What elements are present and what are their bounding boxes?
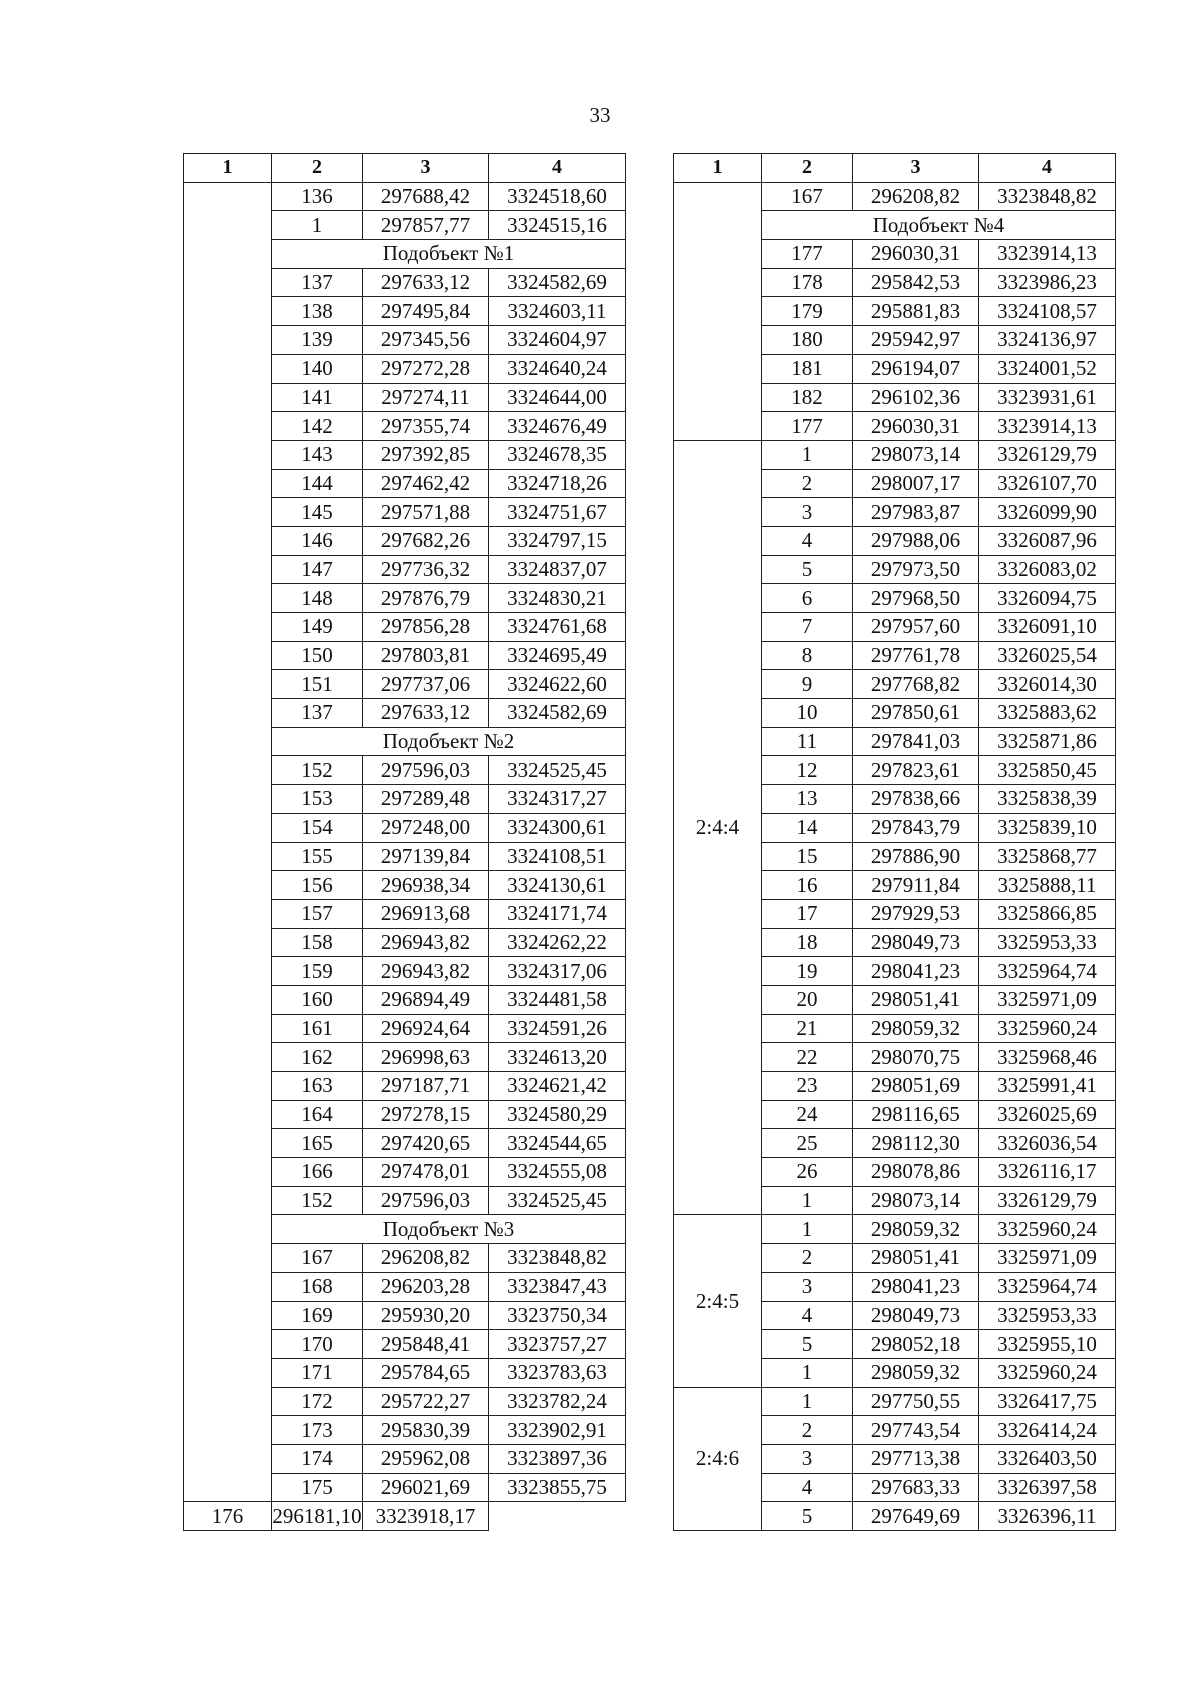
y-coordinate-cell: 3326087,96 bbox=[979, 526, 1116, 555]
y-coordinate-cell: 3324622,60 bbox=[489, 670, 626, 699]
x-coordinate-cell: 298112,30 bbox=[853, 1129, 979, 1158]
point-number-cell: 24 bbox=[762, 1100, 853, 1129]
y-coordinate-cell: 3324582,69 bbox=[489, 268, 626, 297]
x-coordinate-cell: 297737,06 bbox=[363, 670, 489, 699]
point-number-cell: 4 bbox=[762, 1473, 853, 1502]
point-number-cell: 169 bbox=[272, 1301, 363, 1330]
x-coordinate-cell: 298059,32 bbox=[853, 1358, 979, 1387]
point-number-cell: 1 bbox=[762, 1358, 853, 1387]
column-header: 4 bbox=[489, 154, 626, 183]
x-coordinate-cell: 297750,55 bbox=[853, 1387, 979, 1416]
y-coordinate-cell: 3324640,24 bbox=[489, 354, 626, 383]
x-coordinate-cell: 297973,50 bbox=[853, 555, 979, 584]
point-number-cell: 157 bbox=[272, 899, 363, 928]
y-coordinate-cell: 3324481,58 bbox=[489, 985, 626, 1014]
point-number-cell: 168 bbox=[272, 1272, 363, 1301]
point-number-cell: 181 bbox=[762, 354, 853, 383]
point-number-cell: 156 bbox=[272, 871, 363, 900]
x-coordinate-cell: 297841,03 bbox=[853, 727, 979, 756]
y-coordinate-cell: 3324544,65 bbox=[489, 1129, 626, 1158]
x-coordinate-cell: 298078,86 bbox=[853, 1158, 979, 1187]
x-coordinate-cell: 297983,87 bbox=[853, 498, 979, 527]
column-header: 2 bbox=[762, 154, 853, 183]
x-coordinate-cell: 295930,20 bbox=[363, 1301, 489, 1330]
point-number-cell: 180 bbox=[762, 326, 853, 355]
y-coordinate-cell: 3326094,75 bbox=[979, 584, 1116, 613]
point-number-cell: 172 bbox=[272, 1387, 363, 1416]
object-number-cell bbox=[184, 182, 272, 1502]
x-coordinate-cell: 296030,31 bbox=[853, 240, 979, 269]
y-coordinate-cell: 3323931,61 bbox=[979, 383, 1116, 412]
point-number-cell: 174 bbox=[272, 1444, 363, 1473]
y-coordinate-cell: 3324555,08 bbox=[489, 1158, 626, 1187]
x-coordinate-cell: 297139,84 bbox=[363, 842, 489, 871]
y-coordinate-cell: 3324695,49 bbox=[489, 641, 626, 670]
point-number-cell: 7 bbox=[762, 613, 853, 642]
y-coordinate-cell: 3326396,11 bbox=[979, 1502, 1116, 1531]
point-number-cell: 3 bbox=[762, 1444, 853, 1473]
y-coordinate-cell: 3325838,39 bbox=[979, 785, 1116, 814]
point-number-cell: 137 bbox=[272, 699, 363, 728]
point-number-cell: 154 bbox=[272, 813, 363, 842]
x-coordinate-cell: 297392,85 bbox=[363, 440, 489, 469]
x-coordinate-cell: 297683,33 bbox=[853, 1473, 979, 1502]
y-coordinate-cell: 3324644,00 bbox=[489, 383, 626, 412]
y-coordinate-cell: 3324613,20 bbox=[489, 1043, 626, 1072]
x-coordinate-cell: 297957,60 bbox=[853, 613, 979, 642]
x-coordinate-cell: 295784,65 bbox=[363, 1358, 489, 1387]
point-number-cell: 5 bbox=[762, 555, 853, 584]
x-coordinate-cell: 297633,12 bbox=[363, 699, 489, 728]
object-number-cell: 2:4:4 bbox=[674, 440, 762, 1215]
point-number-cell: 147 bbox=[272, 555, 363, 584]
y-coordinate-cell: 3324676,49 bbox=[489, 412, 626, 441]
table-row bbox=[184, 182, 626, 211]
y-coordinate-cell: 3326025,69 bbox=[979, 1100, 1116, 1129]
point-number-cell: 5 bbox=[762, 1330, 853, 1359]
point-number-cell: 179 bbox=[762, 297, 853, 326]
y-coordinate-cell: 3325953,33 bbox=[979, 928, 1116, 957]
header-row bbox=[184, 154, 626, 183]
y-coordinate-cell: 3324830,21 bbox=[489, 584, 626, 613]
point-number-cell: 152 bbox=[272, 1186, 363, 1215]
point-number-cell: 25 bbox=[762, 1129, 853, 1158]
y-coordinate-cell: 3324108,57 bbox=[979, 297, 1116, 326]
page-number: 33 bbox=[589, 103, 611, 127]
point-number-cell: 14 bbox=[762, 813, 853, 842]
header-row bbox=[674, 154, 1116, 183]
subobject-title: Подобъект №4 bbox=[762, 211, 1116, 240]
point-number-cell: 149 bbox=[272, 613, 363, 642]
y-coordinate-cell: 3325971,09 bbox=[979, 985, 1116, 1014]
x-coordinate-cell: 297187,71 bbox=[363, 1072, 489, 1101]
y-coordinate-cell: 3324300,61 bbox=[489, 813, 626, 842]
subobject-title: Подобъект №1 bbox=[272, 240, 626, 269]
point-number-cell: 3 bbox=[762, 498, 853, 527]
y-coordinate-cell: 3324136,97 bbox=[979, 326, 1116, 355]
y-coordinate-cell: 3323897,36 bbox=[489, 1444, 626, 1473]
y-coordinate-cell: 3325883,62 bbox=[979, 699, 1116, 728]
point-number-cell: 170 bbox=[272, 1330, 363, 1359]
y-coordinate-cell: 3324317,06 bbox=[489, 957, 626, 986]
point-number-cell: 155 bbox=[272, 842, 363, 871]
point-number-cell: 15 bbox=[762, 842, 853, 871]
x-coordinate-cell: 297988,06 bbox=[853, 526, 979, 555]
y-coordinate-cell: 3326403,50 bbox=[979, 1444, 1116, 1473]
y-coordinate-cell: 3323783,63 bbox=[489, 1358, 626, 1387]
point-number-cell: 151 bbox=[272, 670, 363, 699]
point-number-cell: 1 bbox=[762, 1215, 853, 1244]
x-coordinate-cell: 297743,54 bbox=[853, 1416, 979, 1445]
y-coordinate-cell: 3323914,13 bbox=[979, 240, 1116, 269]
x-coordinate-cell: 297289,48 bbox=[363, 785, 489, 814]
point-number-cell: 162 bbox=[272, 1043, 363, 1072]
y-coordinate-cell: 3323782,24 bbox=[489, 1387, 626, 1416]
point-number-cell: 6 bbox=[762, 584, 853, 613]
column-header: 3 bbox=[853, 154, 979, 183]
y-coordinate-cell: 3323757,27 bbox=[489, 1330, 626, 1359]
point-number-cell: 18 bbox=[762, 928, 853, 957]
x-coordinate-cell: 295962,08 bbox=[363, 1444, 489, 1473]
point-number-cell: 143 bbox=[272, 440, 363, 469]
object-number-cell: 2:4:5 bbox=[674, 1215, 762, 1387]
y-coordinate-cell: 3326083,02 bbox=[979, 555, 1116, 584]
x-coordinate-cell: 297272,28 bbox=[363, 354, 489, 383]
subobject-title: Подобъект №3 bbox=[272, 1215, 626, 1244]
point-number-cell: 1 bbox=[762, 440, 853, 469]
point-number-cell: 163 bbox=[272, 1072, 363, 1101]
x-coordinate-cell: 297843,79 bbox=[853, 813, 979, 842]
x-coordinate-cell: 297462,42 bbox=[363, 469, 489, 498]
point-number-cell: 177 bbox=[762, 240, 853, 269]
column-header: 1 bbox=[184, 154, 272, 183]
y-coordinate-cell: 3326107,70 bbox=[979, 469, 1116, 498]
y-coordinate-cell: 3325968,46 bbox=[979, 1043, 1116, 1072]
y-coordinate-cell: 3325953,33 bbox=[979, 1301, 1116, 1330]
column-header: 3 bbox=[363, 154, 489, 183]
point-number-cell: 161 bbox=[272, 1014, 363, 1043]
x-coordinate-cell: 298059,32 bbox=[853, 1215, 979, 1244]
x-coordinate-cell: 297478,01 bbox=[363, 1158, 489, 1187]
y-coordinate-cell: 3323750,34 bbox=[489, 1301, 626, 1330]
x-coordinate-cell: 297876,79 bbox=[363, 584, 489, 613]
x-coordinate-cell: 296924,64 bbox=[363, 1014, 489, 1043]
x-coordinate-cell: 298049,73 bbox=[853, 928, 979, 957]
x-coordinate-cell: 297761,78 bbox=[853, 641, 979, 670]
point-number-cell: 166 bbox=[272, 1158, 363, 1187]
point-number-cell: 4 bbox=[762, 526, 853, 555]
y-coordinate-cell: 3324718,26 bbox=[489, 469, 626, 498]
point-number-cell: 152 bbox=[272, 756, 363, 785]
point-number-cell: 8 bbox=[762, 641, 853, 670]
x-coordinate-cell: 296021,69 bbox=[363, 1473, 489, 1502]
y-coordinate-cell: 3325866,85 bbox=[979, 899, 1116, 928]
x-coordinate-cell: 296943,82 bbox=[363, 928, 489, 957]
point-number-cell: 1 bbox=[272, 211, 363, 240]
y-coordinate-cell: 3323918,17 bbox=[363, 1502, 489, 1531]
point-number-cell: 139 bbox=[272, 326, 363, 355]
y-coordinate-cell: 3326397,58 bbox=[979, 1473, 1116, 1502]
x-coordinate-cell: 296194,07 bbox=[853, 354, 979, 383]
subobject-title: Подобъект №2 bbox=[272, 727, 626, 756]
y-coordinate-cell: 3324678,35 bbox=[489, 440, 626, 469]
point-number-cell: 173 bbox=[272, 1416, 363, 1445]
point-number-cell: 9 bbox=[762, 670, 853, 699]
y-coordinate-cell: 3325991,41 bbox=[979, 1072, 1116, 1101]
y-coordinate-cell: 3324525,45 bbox=[489, 756, 626, 785]
y-coordinate-cell: 3324751,67 bbox=[489, 498, 626, 527]
y-coordinate-cell: 3323848,82 bbox=[489, 1244, 626, 1273]
point-number-cell: 160 bbox=[272, 985, 363, 1014]
y-coordinate-cell: 3324604,97 bbox=[489, 326, 626, 355]
point-number-cell: 17 bbox=[762, 899, 853, 928]
y-coordinate-cell: 3324837,07 bbox=[489, 555, 626, 584]
x-coordinate-cell: 296181,10 bbox=[272, 1502, 363, 1531]
x-coordinate-cell: 297823,61 bbox=[853, 756, 979, 785]
x-coordinate-cell: 297929,53 bbox=[853, 899, 979, 928]
x-coordinate-cell: 295722,27 bbox=[363, 1387, 489, 1416]
point-number-cell: 159 bbox=[272, 957, 363, 986]
y-coordinate-cell: 3324518,60 bbox=[489, 182, 626, 211]
y-coordinate-cell: 3325888,11 bbox=[979, 871, 1116, 900]
point-number-cell: 13 bbox=[762, 785, 853, 814]
x-coordinate-cell: 297682,26 bbox=[363, 526, 489, 555]
point-number-cell: 10 bbox=[762, 699, 853, 728]
y-coordinate-cell: 3325850,45 bbox=[979, 756, 1116, 785]
point-number-cell: 177 bbox=[762, 412, 853, 441]
point-number-cell: 138 bbox=[272, 297, 363, 326]
y-coordinate-cell: 3324582,69 bbox=[489, 699, 626, 728]
point-number-cell: 3 bbox=[762, 1272, 853, 1301]
point-number-cell: 4 bbox=[762, 1301, 853, 1330]
y-coordinate-cell: 3325868,77 bbox=[979, 842, 1116, 871]
point-number-cell: 20 bbox=[762, 985, 853, 1014]
point-number-cell: 164 bbox=[272, 1100, 363, 1129]
y-coordinate-cell: 3325839,10 bbox=[979, 813, 1116, 842]
point-number-cell: 175 bbox=[272, 1473, 363, 1502]
point-number-cell: 150 bbox=[272, 641, 363, 670]
x-coordinate-cell: 298073,14 bbox=[853, 440, 979, 469]
point-number-cell: 21 bbox=[762, 1014, 853, 1043]
y-coordinate-cell: 3323902,91 bbox=[489, 1416, 626, 1445]
point-number-cell: 148 bbox=[272, 584, 363, 613]
column-header: 4 bbox=[979, 154, 1116, 183]
y-coordinate-cell: 3326129,79 bbox=[979, 1186, 1116, 1215]
point-number-cell: 140 bbox=[272, 354, 363, 383]
y-coordinate-cell: 3326414,24 bbox=[979, 1416, 1116, 1445]
y-coordinate-cell: 3324515,16 bbox=[489, 211, 626, 240]
object-number-cell bbox=[674, 182, 762, 440]
y-coordinate-cell: 3324525,45 bbox=[489, 1186, 626, 1215]
x-coordinate-cell: 295830,39 bbox=[363, 1416, 489, 1445]
x-coordinate-cell: 297633,12 bbox=[363, 268, 489, 297]
x-coordinate-cell: 298041,23 bbox=[853, 1272, 979, 1301]
y-coordinate-cell: 3325960,24 bbox=[979, 1014, 1116, 1043]
y-coordinate-cell: 3325971,09 bbox=[979, 1244, 1116, 1273]
x-coordinate-cell: 298052,18 bbox=[853, 1330, 979, 1359]
point-number-cell: 1 bbox=[762, 1387, 853, 1416]
x-coordinate-cell: 295848,41 bbox=[363, 1330, 489, 1359]
x-coordinate-cell: 296998,63 bbox=[363, 1043, 489, 1072]
x-coordinate-cell: 297278,15 bbox=[363, 1100, 489, 1129]
x-coordinate-cell: 298007,17 bbox=[853, 469, 979, 498]
x-coordinate-cell: 297857,77 bbox=[363, 211, 489, 240]
x-coordinate-cell: 296938,34 bbox=[363, 871, 489, 900]
x-coordinate-cell: 296203,28 bbox=[363, 1272, 489, 1301]
x-coordinate-cell: 297736,32 bbox=[363, 555, 489, 584]
y-coordinate-cell: 3324603,11 bbox=[489, 297, 626, 326]
column-header: 1 bbox=[674, 154, 762, 183]
x-coordinate-cell: 295942,97 bbox=[853, 326, 979, 355]
x-coordinate-cell: 297768,82 bbox=[853, 670, 979, 699]
point-number-cell: 145 bbox=[272, 498, 363, 527]
point-number-cell: 2 bbox=[762, 1416, 853, 1445]
x-coordinate-cell: 297803,81 bbox=[363, 641, 489, 670]
point-number-cell: 178 bbox=[762, 268, 853, 297]
x-coordinate-cell: 298073,14 bbox=[853, 1186, 979, 1215]
point-number-cell: 12 bbox=[762, 756, 853, 785]
column-header: 2 bbox=[272, 154, 363, 183]
y-coordinate-cell: 3324580,29 bbox=[489, 1100, 626, 1129]
y-coordinate-cell: 3323855,75 bbox=[489, 1473, 626, 1502]
x-coordinate-cell: 297968,50 bbox=[853, 584, 979, 613]
point-number-cell: 23 bbox=[762, 1072, 853, 1101]
object-number-cell: 2:4:6 bbox=[674, 1387, 762, 1530]
table-row bbox=[674, 1215, 1116, 1244]
x-coordinate-cell: 297596,03 bbox=[363, 756, 489, 785]
x-coordinate-cell: 297248,00 bbox=[363, 813, 489, 842]
x-coordinate-cell: 297495,84 bbox=[363, 297, 489, 326]
x-coordinate-cell: 298059,32 bbox=[853, 1014, 979, 1043]
y-coordinate-cell: 3325964,74 bbox=[979, 957, 1116, 986]
point-number-cell: 141 bbox=[272, 383, 363, 412]
y-coordinate-cell: 3325964,74 bbox=[979, 1272, 1116, 1301]
x-coordinate-cell: 297345,56 bbox=[363, 326, 489, 355]
y-coordinate-cell: 3326099,90 bbox=[979, 498, 1116, 527]
y-coordinate-cell: 3326014,30 bbox=[979, 670, 1116, 699]
y-coordinate-cell: 3324621,42 bbox=[489, 1072, 626, 1101]
table-row bbox=[184, 1502, 626, 1531]
x-coordinate-cell: 297571,88 bbox=[363, 498, 489, 527]
x-coordinate-cell: 298070,75 bbox=[853, 1043, 979, 1072]
table-row bbox=[674, 182, 1116, 211]
x-coordinate-cell: 297838,66 bbox=[853, 785, 979, 814]
y-coordinate-cell: 3324171,74 bbox=[489, 899, 626, 928]
point-number-cell: 5 bbox=[762, 1502, 853, 1531]
x-coordinate-cell: 297911,84 bbox=[853, 871, 979, 900]
x-coordinate-cell: 297596,03 bbox=[363, 1186, 489, 1215]
y-coordinate-cell: 3324761,68 bbox=[489, 613, 626, 642]
point-number-cell: 1 bbox=[762, 1186, 853, 1215]
point-number-cell: 146 bbox=[272, 526, 363, 555]
point-number-cell: 167 bbox=[762, 182, 853, 211]
x-coordinate-cell: 295881,83 bbox=[853, 297, 979, 326]
point-number-cell: 165 bbox=[272, 1129, 363, 1158]
table-row bbox=[674, 440, 1116, 469]
y-coordinate-cell: 3326417,75 bbox=[979, 1387, 1116, 1416]
x-coordinate-cell: 297274,11 bbox=[363, 383, 489, 412]
x-coordinate-cell: 297688,42 bbox=[363, 182, 489, 211]
point-number-cell: 16 bbox=[762, 871, 853, 900]
x-coordinate-cell: 297713,38 bbox=[853, 1444, 979, 1473]
point-number-cell: 153 bbox=[272, 785, 363, 814]
x-coordinate-cell: 298051,41 bbox=[853, 1244, 979, 1273]
x-coordinate-cell: 297850,61 bbox=[853, 699, 979, 728]
x-coordinate-cell: 296208,82 bbox=[363, 1244, 489, 1273]
x-coordinate-cell: 297856,28 bbox=[363, 613, 489, 642]
x-coordinate-cell: 296030,31 bbox=[853, 412, 979, 441]
point-number-cell: 144 bbox=[272, 469, 363, 498]
x-coordinate-cell: 298116,65 bbox=[853, 1100, 979, 1129]
x-coordinate-cell: 298051,41 bbox=[853, 985, 979, 1014]
x-coordinate-cell: 297649,69 bbox=[853, 1502, 979, 1531]
y-coordinate-cell: 3323847,43 bbox=[489, 1272, 626, 1301]
y-coordinate-cell: 3324797,15 bbox=[489, 526, 626, 555]
x-coordinate-cell: 298051,69 bbox=[853, 1072, 979, 1101]
x-coordinate-cell: 295842,53 bbox=[853, 268, 979, 297]
x-coordinate-cell: 296208,82 bbox=[853, 182, 979, 211]
y-coordinate-cell: 3324262,22 bbox=[489, 928, 626, 957]
y-coordinate-cell: 3324108,51 bbox=[489, 842, 626, 871]
point-number-cell: 142 bbox=[272, 412, 363, 441]
point-number-cell: 158 bbox=[272, 928, 363, 957]
table-row bbox=[674, 1387, 1116, 1416]
point-number-cell: 26 bbox=[762, 1158, 853, 1187]
y-coordinate-cell: 3326025,54 bbox=[979, 641, 1116, 670]
y-coordinate-cell: 3325955,10 bbox=[979, 1330, 1116, 1359]
x-coordinate-cell: 296913,68 bbox=[363, 899, 489, 928]
x-coordinate-cell: 297355,74 bbox=[363, 412, 489, 441]
point-number-cell: 11 bbox=[762, 727, 853, 756]
y-coordinate-cell: 3326116,17 bbox=[979, 1158, 1116, 1187]
y-coordinate-cell: 3324001,52 bbox=[979, 354, 1116, 383]
x-coordinate-cell: 296894,49 bbox=[363, 985, 489, 1014]
point-number-cell: 19 bbox=[762, 957, 853, 986]
x-coordinate-cell: 296102,36 bbox=[853, 383, 979, 412]
x-coordinate-cell: 296943,82 bbox=[363, 957, 489, 986]
coordinates-table-left bbox=[183, 153, 626, 1531]
x-coordinate-cell: 297420,65 bbox=[363, 1129, 489, 1158]
point-number-cell: 176 bbox=[184, 1502, 272, 1531]
y-coordinate-cell: 3326129,79 bbox=[979, 440, 1116, 469]
x-coordinate-cell: 297886,90 bbox=[853, 842, 979, 871]
y-coordinate-cell: 3325871,86 bbox=[979, 727, 1116, 756]
point-number-cell: 182 bbox=[762, 383, 853, 412]
y-coordinate-cell: 3324591,26 bbox=[489, 1014, 626, 1043]
y-coordinate-cell: 3326091,10 bbox=[979, 613, 1116, 642]
point-number-cell: 167 bbox=[272, 1244, 363, 1273]
y-coordinate-cell: 3324130,61 bbox=[489, 871, 626, 900]
point-number-cell: 136 bbox=[272, 182, 363, 211]
point-number-cell: 22 bbox=[762, 1043, 853, 1072]
point-number-cell: 171 bbox=[272, 1358, 363, 1387]
x-coordinate-cell: 298041,23 bbox=[853, 957, 979, 986]
point-number-cell: 2 bbox=[762, 469, 853, 498]
point-number-cell: 2 bbox=[762, 1244, 853, 1273]
y-coordinate-cell: 3323986,23 bbox=[979, 268, 1116, 297]
y-coordinate-cell: 3326036,54 bbox=[979, 1129, 1116, 1158]
coordinates-table-right bbox=[673, 153, 1116, 1531]
y-coordinate-cell: 3325960,24 bbox=[979, 1215, 1116, 1244]
y-coordinate-cell: 3324317,27 bbox=[489, 785, 626, 814]
x-coordinate-cell: 298049,73 bbox=[853, 1301, 979, 1330]
y-coordinate-cell: 3325960,24 bbox=[979, 1358, 1116, 1387]
y-coordinate-cell: 3323914,13 bbox=[979, 412, 1116, 441]
point-number-cell: 137 bbox=[272, 268, 363, 297]
y-coordinate-cell: 3323848,82 bbox=[979, 182, 1116, 211]
